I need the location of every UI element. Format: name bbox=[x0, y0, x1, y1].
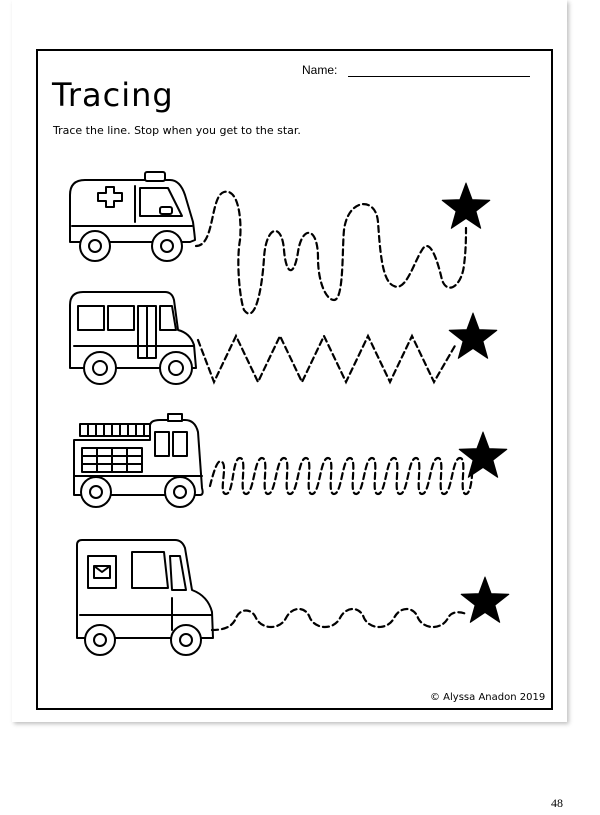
tracing-path-3[interactable] bbox=[210, 458, 472, 494]
page-title: Tracing bbox=[52, 76, 174, 114]
tracing-path-4[interactable] bbox=[212, 609, 466, 630]
star-icon bbox=[461, 577, 509, 622]
star-icon bbox=[449, 313, 497, 358]
tracing-path-1[interactable] bbox=[196, 192, 466, 314]
ambulance-icon bbox=[70, 172, 195, 261]
star-icon bbox=[442, 183, 490, 228]
page-number: 48 bbox=[551, 796, 563, 810]
bus-icon bbox=[70, 292, 196, 384]
tracing-path-2[interactable] bbox=[198, 336, 456, 382]
instructions-text: Trace the line. Stop when you get to the star. bbox=[53, 124, 301, 137]
star-icon bbox=[459, 432, 507, 477]
fire-truck-icon bbox=[74, 414, 203, 507]
name-label: Name: bbox=[302, 63, 338, 77]
mail-truck-icon bbox=[77, 540, 213, 655]
copyright-text: © Alyssa Anadon 2019 bbox=[430, 692, 546, 703]
